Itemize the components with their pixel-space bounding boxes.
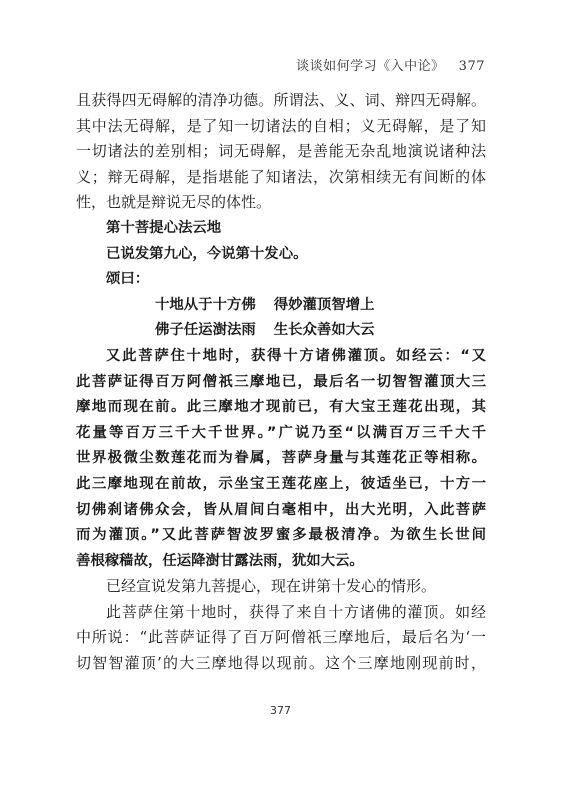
text-line: 其中法无碍解，是了知一切诸法的自相；义无碍解，是了知	[76, 116, 486, 135]
commentary-line: 世界极微尘数莲花而为眷属，菩萨身量与其莲花正等相称。	[76, 450, 486, 467]
song-label: 颂曰：	[106, 271, 150, 288]
book-title: 谈谈如何学习《入中论》	[296, 59, 445, 74]
footer-page-number: 377	[270, 704, 291, 717]
text-line: 一切诸法的差别相；词无碍解，是善能无杂乱地演说诸种法	[76, 142, 486, 161]
commentary-line: 此三摩地现在前故，示坐宝王莲花座上，彼适坐已，十方一	[76, 475, 486, 492]
text-line: 此菩萨住第十地时，获得了来自十方诸佛的灌顶。如经	[106, 602, 486, 621]
verse-left: 佛子任运澍法雨	[155, 322, 256, 339]
commentary-line: 善根稼穑故，任运降澍甘露法雨，犹如大云。	[76, 552, 364, 569]
text-line: 且获得四无碍解的清净功德。所谓法、义、词、辩四无碍解。	[76, 91, 486, 109]
commentary-line: 摩地而现在前。此三摩地才现前已，有大宝王莲花出现，其	[76, 399, 486, 416]
verse-right: 得妙灌顶智增上	[273, 296, 375, 313]
text-line: 性，也就是辩说无尽的体性。	[76, 193, 272, 212]
commentary-line: 花量等百万三千大千世界。”广说乃至“以满百万三千大千	[76, 424, 486, 441]
verse-left: 十地从于十方佛	[155, 296, 256, 313]
running-header	[296, 55, 485, 74]
intro-line: 已说发第九心，今说第十发心。	[106, 245, 308, 262]
text-line: 已经宣说发第九菩提心，现在讲第十发心的情形。	[106, 577, 437, 596]
text-line: 义；辩无碍解，是指堪能了知诸法，次第相续无有间断的体	[76, 167, 486, 186]
commentary-line: 此菩萨证得百万阿僧祇三摩地已，最后名一切智智灌顶大三	[76, 373, 486, 390]
commentary-line: 切佛刹诸佛众会，皆从眉间白毫相中，出大光明，入此菩萨	[76, 501, 486, 518]
text-line: 切智智灌顶’的大三摩地得以现前。这个三摩地刚现前时，	[76, 654, 486, 673]
header-page-number: 377	[458, 59, 485, 74]
commentary-line: 而为灌顶。”又此菩萨智波罗蜜多最极清净。为欲生长世间	[76, 527, 486, 544]
text-line: 中所说：“此菩萨证得了百万阿僧祇三摩地后，最后名为‘一	[76, 628, 486, 647]
commentary-line: 又此菩萨住十地时，获得十方诸佛灌顶。如经云：“又	[106, 347, 486, 364]
verse-line	[76, 293, 486, 319]
verse-line	[76, 318, 486, 344]
page-body	[76, 88, 486, 677]
verse-right: 生长众善如大云	[273, 322, 375, 339]
section-title: 第十菩提心法云地	[106, 219, 222, 236]
